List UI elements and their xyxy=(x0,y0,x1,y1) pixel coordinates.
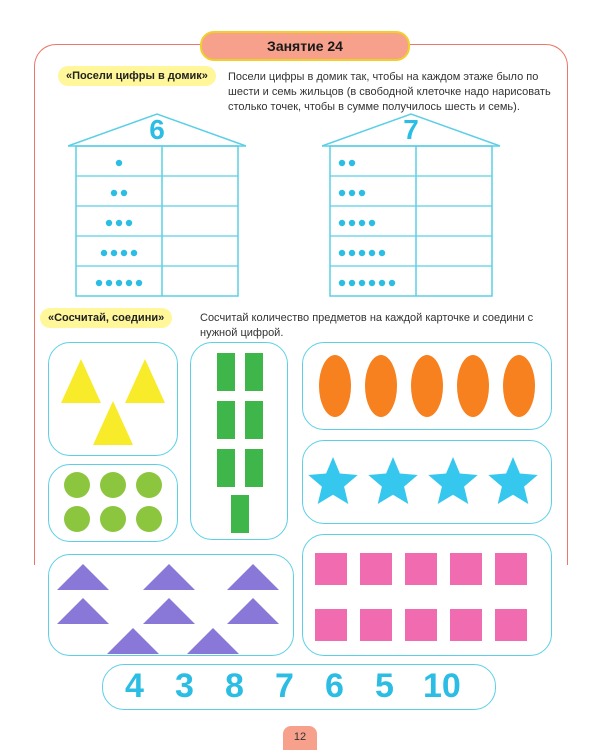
house-dot xyxy=(379,250,385,256)
number-option[interactable]: 10 xyxy=(423,667,461,705)
house-dot xyxy=(106,280,112,286)
house-dot xyxy=(349,280,355,286)
square-shape xyxy=(450,553,482,585)
house-dot xyxy=(369,220,375,226)
star-shape xyxy=(488,457,537,504)
house-dot xyxy=(349,220,355,226)
house-dot xyxy=(96,280,102,286)
square-shape xyxy=(360,553,392,585)
number-option[interactable]: 5 xyxy=(375,667,394,705)
house-dot xyxy=(111,250,117,256)
oval-shape xyxy=(365,355,397,417)
triangle-shape xyxy=(93,401,133,445)
number-option[interactable]: 8 xyxy=(225,667,244,705)
card-rectangles-green[interactable] xyxy=(190,342,288,540)
oval-shape xyxy=(457,355,489,417)
oval-shape xyxy=(411,355,443,417)
number-option[interactable]: 3 xyxy=(175,667,194,705)
triangle-shape xyxy=(143,564,195,590)
house-number: 7 xyxy=(403,114,419,145)
house-dot xyxy=(379,280,385,286)
task1-label: «Посели цифры в домик» xyxy=(58,66,216,86)
star-shape xyxy=(368,457,417,504)
circle-shape xyxy=(64,472,90,498)
house-dot xyxy=(126,220,132,226)
circle-shape xyxy=(136,506,162,532)
house-dot xyxy=(101,250,107,256)
task2-text: Сосчитай количество предметов на каждой карточке и соедини с нужной цифрой. xyxy=(200,312,534,339)
house-dot xyxy=(116,160,122,166)
circle-shape xyxy=(100,506,126,532)
rectangle-shape xyxy=(245,449,263,487)
triangle-shape xyxy=(61,359,101,403)
square-shape xyxy=(360,609,392,641)
card-ovals-orange[interactable] xyxy=(302,342,552,430)
house-dot xyxy=(359,190,365,196)
house-dot xyxy=(116,220,122,226)
triangle-shape xyxy=(143,598,195,624)
triangle-shape xyxy=(227,598,279,624)
house-dot xyxy=(349,160,355,166)
rectangle-shape xyxy=(245,353,263,391)
house-dot xyxy=(121,190,127,196)
house-dot xyxy=(339,220,345,226)
triangle-shape xyxy=(187,628,239,654)
rectangle-shape xyxy=(245,401,263,439)
number-option[interactable]: 4 xyxy=(125,667,144,705)
house-dot xyxy=(359,220,365,226)
circle-shape xyxy=(136,472,162,498)
page-number: 12 xyxy=(283,726,317,750)
house-dot xyxy=(106,220,112,226)
triangle-shape xyxy=(57,598,109,624)
square-shape xyxy=(405,553,437,585)
house-dot xyxy=(349,250,355,256)
card-triangles-yellow[interactable] xyxy=(48,342,178,456)
rectangle-shape xyxy=(231,495,249,533)
house-dot xyxy=(369,280,375,286)
square-shape xyxy=(495,609,527,641)
square-shape xyxy=(495,553,527,585)
lesson-title: Занятие 24 xyxy=(200,31,410,61)
square-shape xyxy=(315,609,347,641)
house-dot xyxy=(111,190,117,196)
house-dot xyxy=(116,280,122,286)
circle-shape xyxy=(100,472,126,498)
house-dot xyxy=(349,190,355,196)
house-six xyxy=(62,110,252,300)
rectangle-shape xyxy=(217,401,235,439)
numbers-bar xyxy=(102,664,496,710)
star-shape xyxy=(428,457,477,504)
card-stars-blue[interactable] xyxy=(302,440,552,524)
house-dot xyxy=(389,280,395,286)
number-option[interactable]: 6 xyxy=(325,667,344,705)
square-shape xyxy=(315,553,347,585)
house-dot xyxy=(369,250,375,256)
card-triangles-purple[interactable] xyxy=(48,554,294,656)
triangle-shape xyxy=(107,628,159,654)
house-dot xyxy=(339,160,345,166)
triangle-shape xyxy=(227,564,279,590)
card-circles-green[interactable] xyxy=(48,464,178,542)
house-number: 6 xyxy=(149,114,165,145)
house-dot xyxy=(121,250,127,256)
square-shape xyxy=(450,609,482,641)
triangle-shape xyxy=(57,564,109,590)
house-body xyxy=(76,146,238,296)
rectangle-shape xyxy=(217,353,235,391)
number-option[interactable]: 7 xyxy=(275,667,294,705)
task2-label: «Сосчитай, соедини» xyxy=(40,308,172,328)
house-dot xyxy=(359,280,365,286)
triangle-shape xyxy=(125,359,165,403)
house-dot xyxy=(339,250,345,256)
house-dot xyxy=(359,250,365,256)
card-squares-pink[interactable] xyxy=(302,534,552,656)
house-dot xyxy=(131,250,137,256)
task1-text: Посели цифры в домик так, чтобы на каждом этаже было по шести и семь жильцов (в свободной клеточке надо нарисовать столько точек, чтобы в сумме получилось шесть и семь). xyxy=(228,71,551,113)
house-dot xyxy=(136,280,142,286)
house-dot xyxy=(126,280,132,286)
star-shape xyxy=(308,457,357,504)
square-shape xyxy=(405,609,437,641)
circle-shape xyxy=(64,506,90,532)
rectangle-shape xyxy=(217,449,235,487)
house-dot xyxy=(339,190,345,196)
house-dot xyxy=(339,280,345,286)
oval-shape xyxy=(503,355,535,417)
house-seven xyxy=(316,110,506,300)
oval-shape xyxy=(319,355,351,417)
